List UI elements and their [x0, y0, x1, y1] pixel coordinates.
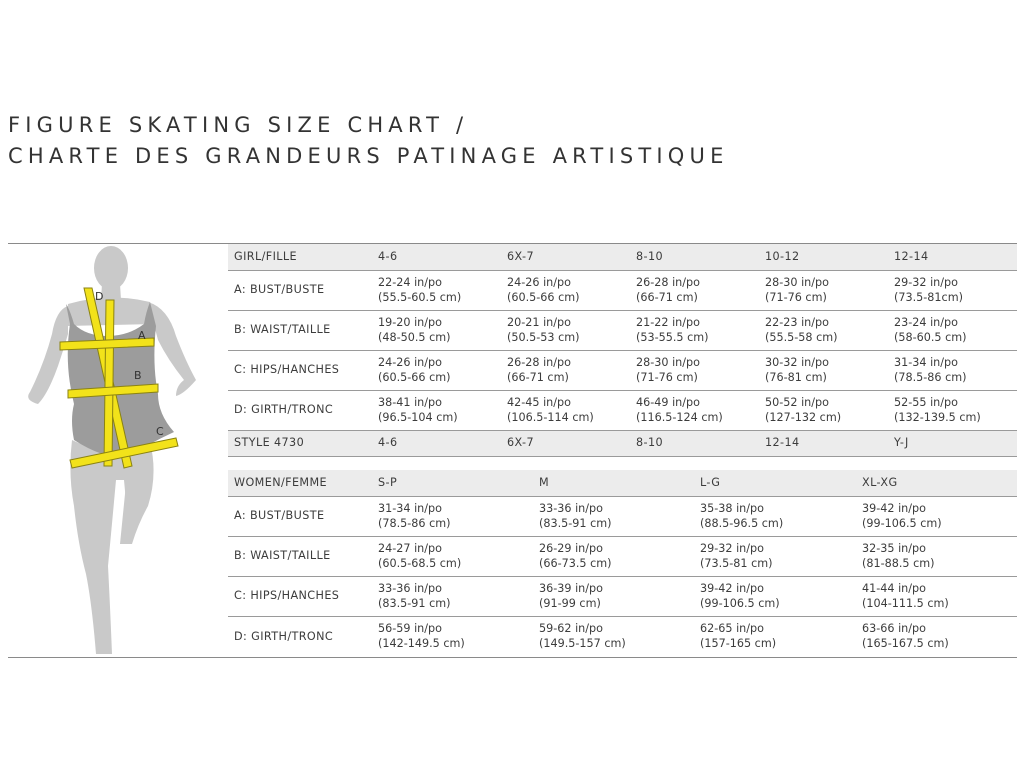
cell-cm: (66-71 cm): [507, 371, 569, 384]
table-cell: [888, 350, 1017, 390]
women-size-xl-xg: XL-XG: [856, 470, 1017, 496]
style-size: 8-10: [630, 430, 759, 456]
cell-inches: 24-26 in/po: [507, 275, 571, 289]
cell-cm: (50.5-53 cm): [507, 331, 580, 344]
table-cell: [759, 270, 888, 310]
table-cell: [372, 496, 533, 536]
bottom-divider: [8, 657, 1017, 658]
cell-inches: 28-30 in/po: [765, 275, 829, 289]
cell-cm: (76-81 cm): [765, 371, 827, 384]
table-row: [228, 616, 1017, 656]
cell-cm: (71-76 cm): [636, 371, 698, 384]
table-cell: [501, 310, 630, 350]
cell-cm: (149.5-157 cm): [539, 637, 626, 651]
women-header-label: WOMEN/FEMME: [228, 470, 372, 496]
table-cell: [759, 390, 888, 430]
table-cell: [856, 496, 1017, 536]
cell-inches: 35-38 in/po: [700, 501, 764, 515]
cell-cm: (83.5-91 cm): [378, 597, 451, 610]
cell-inches: 28-30 in/po: [636, 355, 700, 369]
table-cell: [694, 496, 856, 536]
girls-size-8-10: 8-10: [630, 244, 759, 270]
cell-cm: (88.5-96.5 cm): [700, 517, 784, 530]
cell-inches: 33-36 in/po: [378, 581, 442, 595]
women-size-s-p: S-P: [372, 470, 533, 496]
table-cell: [501, 270, 630, 310]
table-cell: [694, 616, 856, 656]
women-header-row: [228, 470, 1017, 496]
table-cell: [630, 350, 759, 390]
cell-inches: 59-62 in/po: [539, 621, 603, 635]
cell-cm: (99-106.5 cm): [862, 517, 942, 530]
girls-size-4-6: 4-6: [372, 244, 501, 270]
cell-inches: 23-24 in/po: [894, 315, 958, 329]
table-row: [228, 576, 1017, 616]
cell-inches: 32-35 in/po: [862, 541, 926, 555]
table-cell: [888, 390, 1017, 430]
girls-header-row: [228, 244, 1017, 270]
cell-inches: 50-52 in/po: [765, 395, 829, 409]
cell-inches: 22-24 in/po: [378, 275, 442, 289]
row-label-hips: C: HIPS/HANCHES: [228, 350, 372, 390]
cell-inches: 31-34 in/po: [894, 355, 958, 369]
row-label-hips: C: HIPS/HANCHES: [228, 576, 372, 616]
girls-header-label: GIRL/FILLE: [228, 244, 372, 270]
cell-cm: (60.5-66 cm): [378, 371, 451, 384]
style-4730-row: [228, 430, 1017, 456]
cell-cm: (132-139.5 cm): [894, 411, 981, 424]
table-row: [228, 496, 1017, 536]
cell-cm: (78.5-86 cm): [378, 517, 451, 530]
figure-label-b: B: [134, 369, 142, 382]
girls-size-table: [228, 244, 1017, 457]
cell-inches: 52-55 in/po: [894, 395, 958, 409]
table-cell: [372, 616, 533, 656]
row-label-waist: B: WAIST/TAILLE: [228, 310, 372, 350]
cell-inches: 20-21 in/po: [507, 315, 571, 329]
women-size-m: M: [533, 470, 694, 496]
figure-label-a: A: [138, 329, 146, 342]
cell-cm: (58-60.5 cm): [894, 331, 967, 344]
cell-cm: (83.5-91 cm): [539, 517, 612, 530]
table-cell: [856, 536, 1017, 576]
table-cell: [630, 270, 759, 310]
cell-inches: 56-59 in/po: [378, 621, 442, 635]
figure-label-c: C: [156, 425, 164, 438]
table-cell: [372, 270, 501, 310]
table-cell: [372, 350, 501, 390]
girls-size-10-12: 10-12: [759, 244, 888, 270]
cell-cm: (53-55.5 cm): [636, 331, 709, 344]
women-size-l-g: L-G: [694, 470, 856, 496]
table-cell: [888, 270, 1017, 310]
table-cell: [501, 390, 630, 430]
style-size: 4-6: [372, 430, 501, 456]
women-size-table: [228, 470, 1017, 656]
table-cell: [533, 576, 694, 616]
cell-cm: (104-111.5 cm): [862, 597, 949, 610]
cell-cm: (55.5-60.5 cm): [378, 291, 462, 304]
cell-cm: (73.5-81 cm): [700, 557, 773, 570]
body-measurement-figure: [8, 244, 228, 657]
tape-vertical: [104, 300, 114, 466]
cell-cm: (91-99 cm): [539, 597, 601, 610]
cell-inches: 39-42 in/po: [862, 501, 926, 515]
style-size: 6X-7: [501, 430, 630, 456]
row-label-girth: D: GIRTH/TRONC: [228, 390, 372, 430]
cell-inches: 63-66 in/po: [862, 621, 926, 635]
table-row: [228, 350, 1017, 390]
cell-inches: 41-44 in/po: [862, 581, 926, 595]
table-cell: [759, 350, 888, 390]
title-french: CHARTE DES GRANDEURS PATINAGE ARTISTIQUE: [8, 144, 729, 168]
table-cell: [694, 536, 856, 576]
table-cell: [759, 310, 888, 350]
cell-inches: 30-32 in/po: [765, 355, 829, 369]
cell-inches: 62-65 in/po: [700, 621, 764, 635]
figure-label-d: D: [95, 290, 104, 303]
table-cell: [630, 310, 759, 350]
table-cell: [533, 616, 694, 656]
cell-inches: 26-28 in/po: [507, 355, 571, 369]
table-cell: [856, 616, 1017, 656]
table-cell: [501, 350, 630, 390]
cell-inches: 24-27 in/po: [378, 541, 442, 555]
cell-inches: 19-20 in/po: [378, 315, 442, 329]
table-cell: [372, 390, 501, 430]
cell-cm: (127-132 cm): [765, 411, 842, 424]
cell-inches: 26-29 in/po: [539, 541, 603, 555]
table-cell: [694, 576, 856, 616]
cell-cm: (165-167.5 cm): [862, 637, 949, 651]
cell-cm: (66-73.5 cm): [539, 557, 612, 570]
cell-cm: (142-149.5 cm): [378, 637, 465, 651]
cell-cm: (106.5-114 cm): [507, 411, 594, 424]
cell-inches: 31-34 in/po: [378, 501, 442, 515]
cell-inches: 36-39 in/po: [539, 581, 603, 595]
cell-cm: (116.5-124 cm): [636, 411, 723, 424]
table-cell: [372, 536, 533, 576]
table-row: [228, 390, 1017, 430]
cell-inches: 42-45 in/po: [507, 395, 571, 409]
table-cell: [630, 390, 759, 430]
cell-inches: 26-28 in/po: [636, 275, 700, 289]
figure-illustration: [8, 244, 228, 657]
style-label: STYLE 4730: [228, 430, 372, 456]
style-size: Y-J: [888, 430, 1017, 456]
cell-inches: 29-32 in/po: [700, 541, 764, 555]
cell-inches: 46-49 in/po: [636, 395, 700, 409]
cell-inches: 39-42 in/po: [700, 581, 764, 595]
cell-cm: (71-76 cm): [765, 291, 827, 304]
cell-inches: 24-26 in/po: [378, 355, 442, 369]
table-cell: [372, 310, 501, 350]
cell-cm: (60.5-66 cm): [507, 291, 580, 304]
table-cell: [856, 576, 1017, 616]
cell-inches: 33-36 in/po: [539, 501, 603, 515]
title-english: FIGURE SKATING SIZE CHART /: [8, 113, 469, 137]
cell-inches: 21-22 in/po: [636, 315, 700, 329]
cell-inches: 22-23 in/po: [765, 315, 829, 329]
table-row: [228, 310, 1017, 350]
cell-cm: (96.5-104 cm): [378, 411, 458, 424]
row-label-waist: B: WAIST/TAILLE: [228, 536, 372, 576]
cell-cm: (48-50.5 cm): [378, 331, 451, 344]
table-cell: [533, 496, 694, 536]
cell-cm: (78.5-86 cm): [894, 371, 967, 384]
table-row: [228, 270, 1017, 310]
cell-inches: 29-32 in/po: [894, 275, 958, 289]
cell-cm: (81-88.5 cm): [862, 557, 935, 570]
cell-cm: (55.5-58 cm): [765, 331, 838, 344]
row-label-bust: A: BUST/BUSTE: [228, 496, 372, 536]
style-size: 12-14: [759, 430, 888, 456]
girls-size-6x-7: 6X-7: [501, 244, 630, 270]
girls-size-12-14: 12-14: [888, 244, 1017, 270]
row-label-bust: A: BUST/BUSTE: [228, 270, 372, 310]
table-cell: [372, 576, 533, 616]
cell-cm: (73.5-81cm): [894, 291, 963, 304]
cell-cm: (157-165 cm): [700, 637, 777, 651]
table-row: [228, 536, 1017, 576]
cell-cm: (66-71 cm): [636, 291, 698, 304]
cell-cm: (99-106.5 cm): [700, 597, 780, 610]
chart-title: [8, 110, 729, 172]
cell-cm: (60.5-68.5 cm): [378, 557, 462, 570]
table-cell: [533, 536, 694, 576]
table-cell: [888, 310, 1017, 350]
row-label-girth: D: GIRTH/TRONC: [234, 629, 334, 643]
cell-inches: 38-41 in/po: [378, 395, 442, 409]
